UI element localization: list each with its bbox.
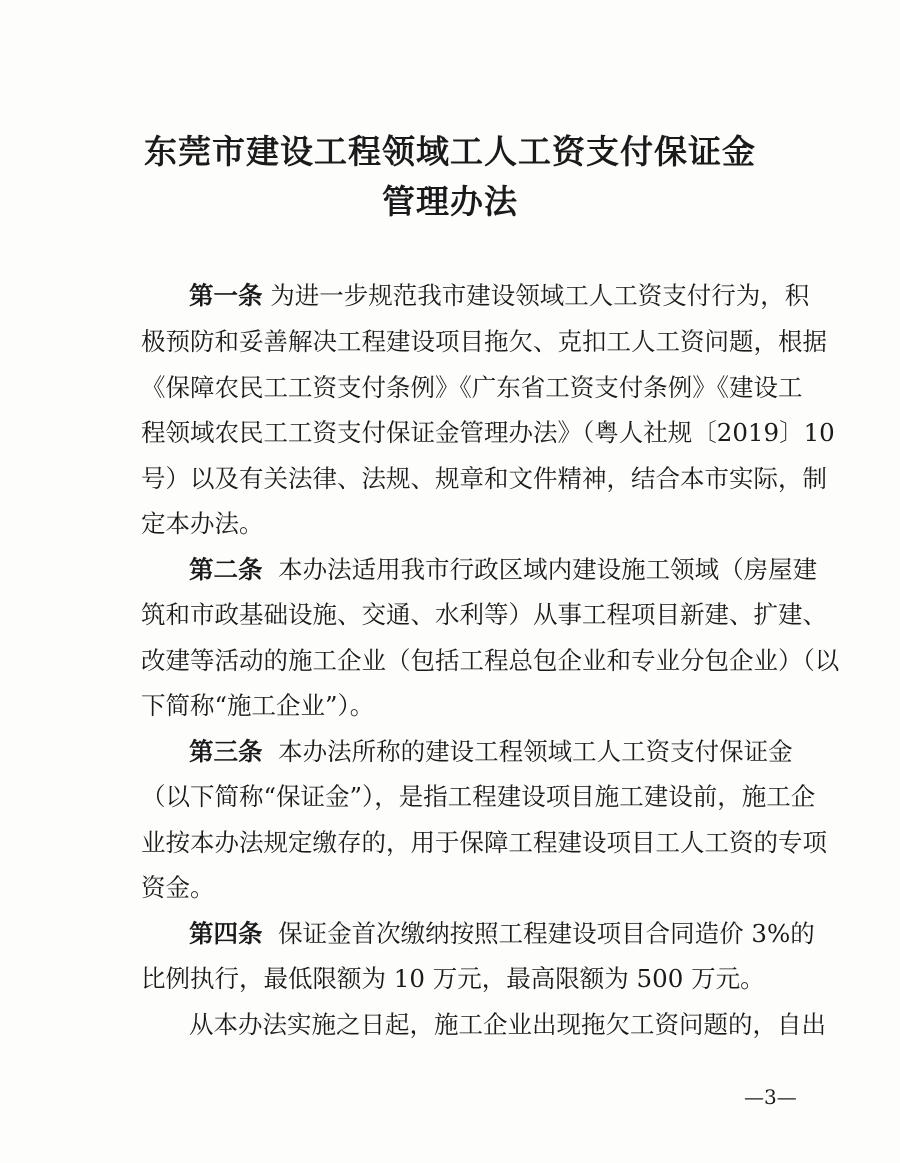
- article3-line4: 资金。: [141, 873, 215, 902]
- article1-line6: 定本办法。: [141, 509, 264, 538]
- article4-paragraph2-line1: 从本办法实施之日起，施工企业出现拖欠工资问题的，自出: [189, 1010, 826, 1039]
- article2-line3: 改建等活动的施工企业（包括工程总包企业和专业分包企业）（以: [141, 646, 840, 675]
- article2-line2: 筑和市政基础设施、交通、水利等）从事工程项目新建、扩建、: [141, 600, 827, 629]
- article1-line1: 第一条 为进一步规范我市建设领域工人工资支付行为，积: [189, 281, 810, 310]
- article2-line1: 第二条 本办法适用我市行政区域内建设施工领域（房屋建: [189, 555, 818, 584]
- article3-line1: 第三条 本办法所称的建设工程领域工人工资支付保证金: [189, 737, 793, 766]
- article1-line5: 号）以及有关法律、法规、规章和文件精神，结合本市实际，制: [141, 464, 827, 493]
- article3-label: 第三条: [189, 737, 263, 766]
- article3-line2: （以下简称“保证金”），是指工程建设项目施工建设前，施工企: [141, 782, 816, 811]
- article2-line4: 下简称“施工企业”）。: [141, 691, 375, 720]
- article4-label: 第四条: [189, 919, 263, 948]
- article1-label: 第一条: [189, 281, 263, 310]
- page-number: —3—: [744, 1085, 797, 1109]
- article4-line1: 第四条 保证金首次缴纳按照工程建设项目合同造价 3%的: [189, 919, 815, 948]
- article3-line3: 业按本办法规定缴存的，用于保障工程建设项目工人工资的专项: [141, 828, 827, 857]
- document-title-line1: 东莞市建设工程领域工人工资支付保证金: [144, 132, 756, 171]
- article4-line2: 比例执行，最低限额为 10 万元，最高限额为 500 万元。: [141, 964, 765, 993]
- article1-line3: 《保障农民工工资支付条例》《广东省工资支付条例》《建设工: [141, 373, 803, 402]
- article1-line2: 极预防和妥善解决工程建设项目拖欠、克扣工人工资问题，根据: [141, 327, 827, 356]
- article2-label: 第二条: [189, 555, 263, 584]
- document-title-line2: 管理办法: [382, 182, 518, 221]
- article1-line4: 程领域农民工工资支付保证金管理办法》（粤人社规〔2019〕10: [141, 418, 835, 447]
